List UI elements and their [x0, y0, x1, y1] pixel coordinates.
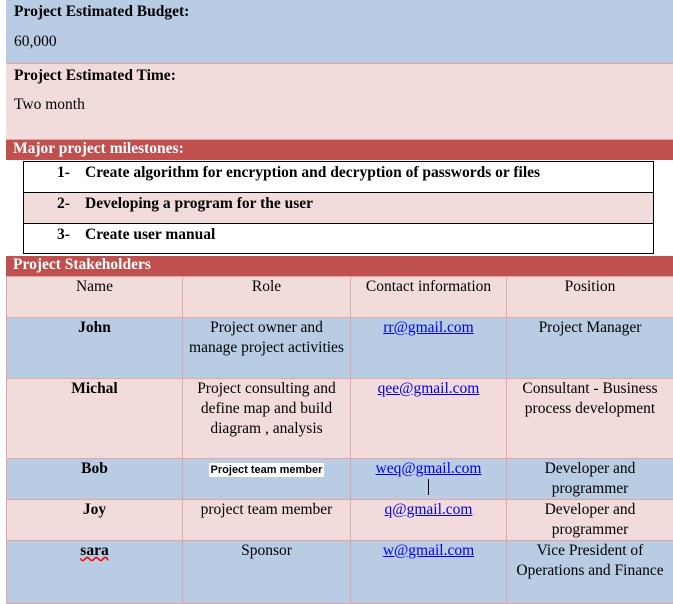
milestones-list: [23, 161, 654, 254]
milestone-item: [24, 192, 653, 223]
time-value: Two month: [14, 96, 85, 114]
table-header-row: [7, 277, 673, 318]
stakeholders-header: [6, 256, 673, 276]
table-row: [7, 500, 673, 541]
stakeholder-role: project team member: [183, 500, 351, 541]
milestone-number: 1-: [57, 164, 70, 182]
milestone-item: [24, 223, 653, 254]
stakeholder-role: Project owner and manage project activities: [183, 318, 351, 379]
stakeholder-name: Joy: [7, 500, 183, 541]
milestone-number: 3-: [57, 226, 70, 244]
stakeholder-role: Project team member: [209, 463, 325, 477]
column-header-contact: Contact information: [351, 277, 507, 318]
stakeholder-email-link[interactable]: w@gmail.com: [383, 542, 474, 559]
stakeholder-position: Vice President of Operations and Finance: [507, 541, 673, 604]
stakeholder-name: John: [7, 318, 183, 379]
milestone-text: Create user manual: [85, 226, 215, 244]
table-row: [7, 459, 673, 500]
table-row: [7, 318, 673, 379]
milestone-text: Developing a program for the user: [85, 195, 313, 213]
budget-label: Project Estimated Budget:: [14, 3, 189, 21]
column-header-position: Position: [507, 277, 673, 318]
stakeholders-header-text: Project Stakeholders: [13, 256, 151, 274]
time-section: [6, 64, 673, 140]
milestone-item: [24, 162, 653, 193]
stakeholder-role: Project consulting and define map and build diagram , analysis: [183, 379, 351, 459]
stakeholder-position: Consultant - Business process development: [507, 379, 673, 459]
text-cursor: [428, 479, 429, 495]
milestone-number: 2-: [57, 195, 70, 213]
stakeholder-position: Developer and programmer: [507, 459, 673, 500]
stakeholder-name: Michal: [7, 379, 183, 459]
stakeholder-email-link[interactable]: qee@gmail.com: [378, 380, 480, 397]
column-header-name: Name: [7, 277, 183, 318]
stakeholder-email-link[interactable]: weq@gmail.com: [376, 460, 482, 477]
milestones-header-text: Major project milestones:: [13, 140, 184, 158]
table-row: [7, 541, 673, 604]
stakeholders-table: [6, 276, 673, 604]
stakeholder-role: Sponsor: [183, 541, 351, 604]
stakeholder-email-link[interactable]: q@gmail.com: [385, 501, 473, 518]
stakeholder-name: Bob: [7, 459, 183, 500]
milestones-header: [6, 140, 673, 160]
budget-value: 60,000: [14, 33, 57, 51]
milestone-text: Create algorithm for encryption and decryption of passwords or files: [85, 164, 540, 182]
stakeholder-position: Developer and programmer: [507, 500, 673, 541]
time-label: Project Estimated Time:: [14, 67, 176, 85]
stakeholder-position: Project Manager: [507, 318, 673, 379]
stakeholder-email-link[interactable]: rr@gmail.com: [383, 319, 473, 336]
budget-section: [6, 0, 673, 64]
table-row: [7, 379, 673, 459]
stakeholder-name: sara: [80, 542, 108, 559]
column-header-role: Role: [183, 277, 351, 318]
